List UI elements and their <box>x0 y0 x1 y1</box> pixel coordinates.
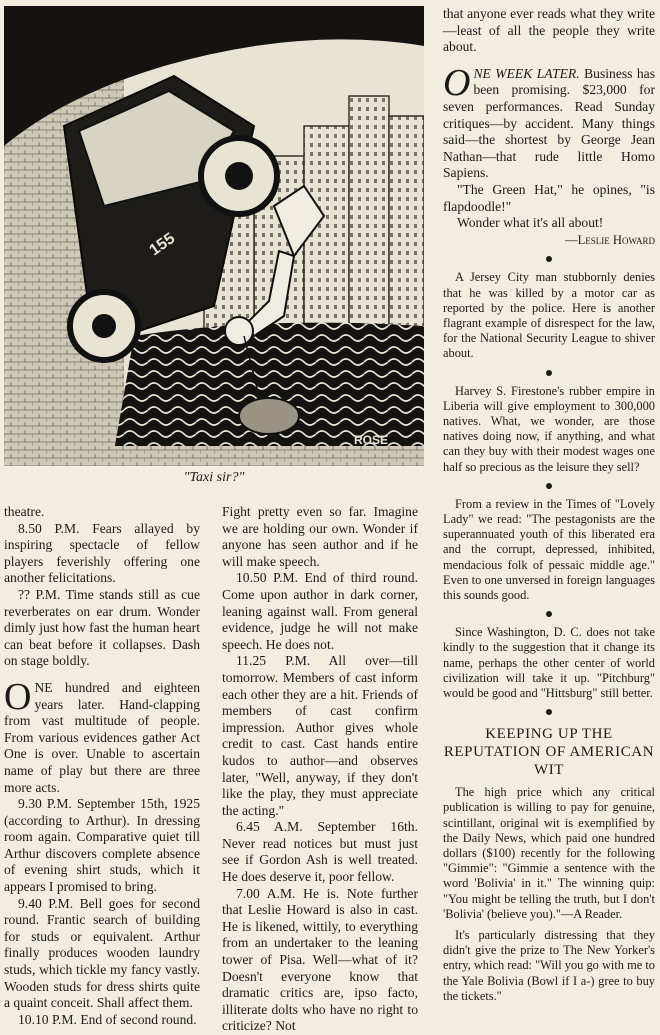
item-new-yorker: It's particularly distressing that they didn't give the prize to The New Yorker's entry, which read: "Will you go with me to the Yale Bolivia (Bowl if I a-) gree to buy the tickets." <box>443 928 655 1003</box>
item-lovely-lady: From a review in the Times of "Lovely Lady" we read: "The pestagonists are the superannuated youth of this liberated era and the corrupt, depressed, inhibited, mendacious folk of pessaic middle age." Even to one unversed in foreign languages this sounds good. <box>443 496 655 602</box>
item-daily-news: The high price which any critical publication is willing to pay for genuine, scintillant, original wit is exemplified by the Daily News, which paid one hundred dollars ($100) recently for the following "Gimmie": "Gimmie a sentence with the word 'Bolivia' in it." The winning quip: "You might be telling the truth, but I don't 'Bolivia' (believe you)."—A Reader. <box>443 785 655 921</box>
section-heading: KEEPING UP THE REPUTATION OF AMERICAN WIT <box>443 726 655 779</box>
left-paragraph-4 <box>4 675 200 796</box>
left-paragraph-7: 10.10 P.M. End of second round. <box>18 1011 197 1027</box>
separator-bullet <box>546 611 552 617</box>
item-jersey-city: A Jersey City man stubbornly denies that he was killed by a motor car as reported by the police. Here is another flagrant example of disrespect for the law, for the National Security League to shiver about. <box>443 270 655 361</box>
left-paragraph-2: 8.50 P.M. Fears allayed by inspiring spectacle of fellow players feverishly offering one another felicitations. <box>4 520 200 586</box>
left-paragraph-5: 9.30 P.M. September 15th, 1925 (according to Arthur). In dressing room again. Comparative quiet till Arthur discovers complete absence of evening shirt studs, which it appears I promised to bring. <box>4 796 200 895</box>
right-column <box>443 6 655 1004</box>
week-later-heading: NE WEEK LATER. <box>473 65 580 81</box>
author-signature: —Leslie Howard <box>564 232 655 247</box>
middle-column <box>222 504 418 1035</box>
separator-bullet <box>546 256 552 262</box>
cartoon-drawing <box>4 6 424 466</box>
dropcap-letter-italic: O <box>443 61 471 104</box>
mid-paragraph-4: 6.45 A.M. September 16th. Never read notices but must just see if Gordon Ash is well treated. He does deserve it, poor fellow. <box>222 819 418 885</box>
artist-signature: ROSE <box>354 433 389 447</box>
separator-bullet <box>546 709 552 715</box>
left-paragraph-1: theatre. <box>4 504 45 519</box>
left-paragraph-6: 9.40 P.M. Bell goes for second round. Frantic search of building for studs or equivalent. Arthur finally produces wooden laundry studs, which tickle my fancy vastly. Wooden studs for dress shirts quite a quaint conceit. Shall affect them. <box>4 895 200 1011</box>
mid-paragraph-2: 10.50 P.M. End of third round. Come upon author in dark corner, leaning against wall. From general evidence, judge he will not make speech. He does not. <box>222 570 418 652</box>
right-paragraph-1: that anyone ever reads what they write —least of all the people they write about. <box>443 6 655 55</box>
mid-paragraph-1: Fight pretty even so far. Imagine we are holding our own. Wonder if anyone has seen author and if he will make speech. <box>222 504 418 569</box>
week-later-text: Business has been promising. $23,000 for seven performances. Read Sunday critiques—by accident. Many things said—the shortest by George Jean Nathan—that rude little Homo Sapiens. <box>443 65 655 181</box>
cartoon-illustration <box>4 6 424 466</box>
separator-bullet <box>546 483 552 489</box>
wonder-line: Wonder what it's all about! <box>457 215 604 231</box>
left-paragraph-4-text: NE hundred and eighteen years later. Hand-clapping from vast multitude of people. From various evidences gather Act One is over. Unable to ascertain name of play but there are three more acts. <box>4 679 200 795</box>
cartoon-caption: "Taxi sir?" <box>183 470 245 485</box>
car-number: 155 <box>146 230 179 260</box>
left-column <box>4 504 200 1028</box>
green-hat-quote: "The Green Hat," he opines, "is flapdoodle!" <box>443 181 655 214</box>
week-later-paragraph <box>443 61 655 182</box>
dropcap-letter: O <box>4 675 32 718</box>
mid-paragraph-5: 7.00 A.M. He is. Note further that Leslie Howard is also in cast. He is likened, wittily, to everything from an undertaker to the leaning tower of Pisa. Well—what of it? Doesn't everyone know that dramatic critics are, ipso facto, illiterate dolts who have no right to criticize? Not <box>222 885 418 1034</box>
separator-bullet <box>546 370 552 376</box>
item-washington: Since Washington, D. C. does not take kindly to the suggestion that it change its name, perhaps the other center of world civilization will take it up. "Pitchburg" would be good and "Hittsburg" still better. <box>443 625 655 700</box>
item-firestone: Harvey S. Firestone's rubber empire in Liberia will give employment to 300,000 natives. What, we wonder, are those natives doing now, if anything, and what can they buy with their modest wages one half so precious as the leisure they sell? <box>443 383 655 474</box>
mid-paragraph-3: 11.25 P.M. All over—till tomorrow. Members of cast inform each other they are a hit. Friends of members of cast confirm impression. Author gives whole credit to cast. Cast hands entire kudos to author—and observes later, "Well, anyway, if they don't like the play, they must appreciate the acting." <box>222 653 418 818</box>
left-paragraph-3: ?? P.M. Time stands still as cue reverberates on ear drum. Wonder dimly just how fast the human heart can beat before it collapses. Dash on stage boldly. <box>4 586 200 669</box>
